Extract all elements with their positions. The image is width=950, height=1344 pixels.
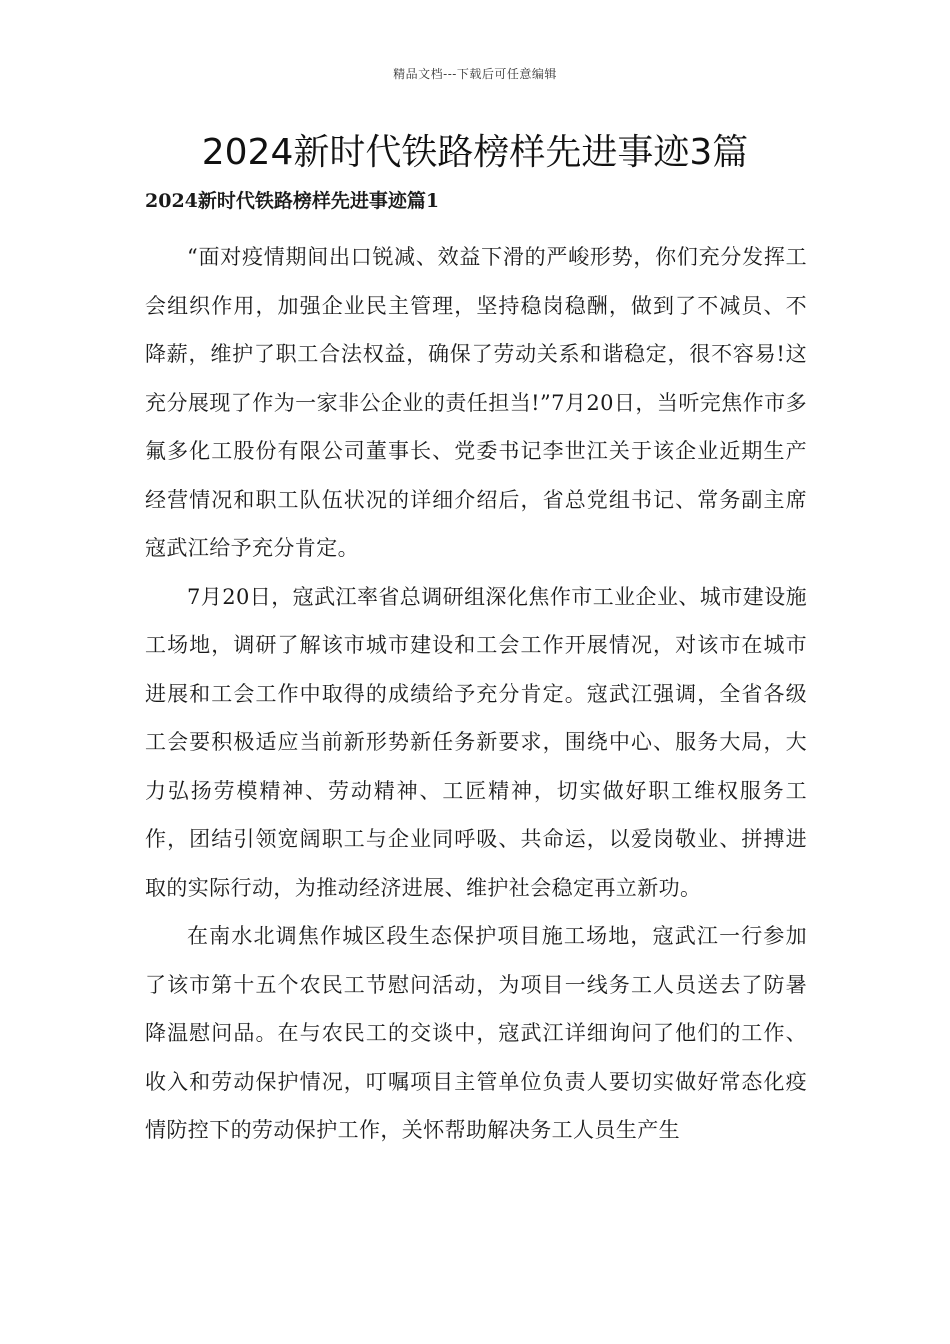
paragraph-3: 在南水北调焦作城区段生态保护项目施工场地，寇武江一行参加了该市第十五个农民工节慰问活动，为项目一线务工人员送去了防暑降温慰问品。在与农民工的交谈中，寇武江详细询问了他们的工作、收入和劳动保护情况，叮嘱项目主管单位负责人要切实做好常态化疫情防控下的劳动保护工作，关怀帮助解决务工人员生产生 <box>145 924 807 1142</box>
paragraph-2: 7月20日，寇武江率省总调研组深化焦作市工业企业、城市建设施工场地，调研了解该市城市建设和工会工作开展情况，对该市在城市进展和工会工作中取得的成绩给予充分肯定。寇武江强调，全省各级工会要积极适应当前新形势新任务新要求，围绕中心、服务大局，大力弘扬劳模精神、劳动精神、工匠精神，切实做好职工维权服务工作，团结引领宽阔职工与企业同呼吸、共命运，以爱岗敬业、拼搏进取的实际行动，为推动经济进展、维护社会稳定再立新功。 <box>145 584 807 900</box>
paragraph-1: “面对疫情期间出口锐减、效益下滑的严峻形势，你们充分发挥工会组织作用，加强企业民主管理，坚持稳岗稳酬，做到了不减员、不降薪，维护了职工合法权益，确保了劳动关系和谐稳定，很不容易!这充分展现了作为一家非公企业的责任担当!”7月20日，当听完焦作市多氟多化工股份有限公司董事长、党委书记李世江关于该企业近期生产经营情况和职工队伍状况的详细介绍后，省总党组书记、常务副主席寇武江给予充分肯定。 <box>145 245 807 560</box>
document-title: 2024新时代铁路榜样先进事迹3篇 <box>201 132 749 173</box>
header-note: 精品文档---下载后可任意编辑 <box>393 67 557 81</box>
document-body <box>145 233 807 1155</box>
section-heading: 2024新时代铁路榜样先进事迹篇1 <box>145 190 440 212</box>
